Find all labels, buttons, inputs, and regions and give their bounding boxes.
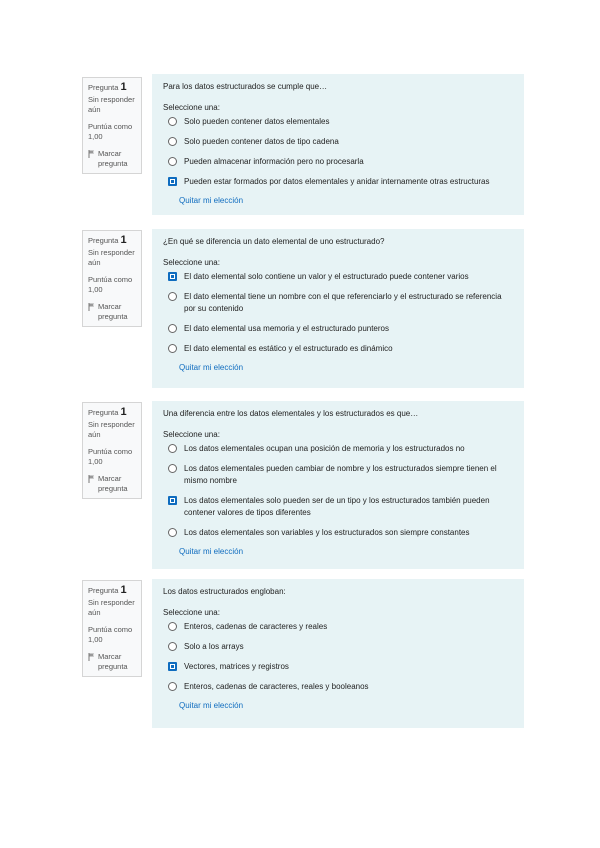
answer-option[interactable]: [163, 463, 513, 487]
answer-label: Los datos elementales pueden cambiar de nombre y los estructurados siempre tienen el mismo nombre: [184, 464, 497, 485]
flag-question-label: Marcar pregunta: [98, 652, 128, 671]
question-state: Sin responder aún: [88, 420, 135, 439]
flag-question-label: Marcar pregunta: [98, 302, 128, 321]
answer-prompt: Seleccione una:: [163, 608, 220, 617]
question-panel: [152, 579, 524, 728]
answer-prompt: Seleccione una:: [163, 103, 220, 112]
radio-button[interactable]: [168, 642, 177, 651]
question-panel: [152, 229, 524, 388]
answer-option[interactable]: [163, 495, 513, 519]
answer-option[interactable]: [163, 116, 513, 128]
radio-button-selected[interactable]: [168, 496, 177, 505]
answer-label: El dato elemental tiene un nombre con el que referenciarlo y el estructurado se referencia por su contenido: [184, 292, 502, 313]
question-grade: Puntúa como 1,00: [88, 625, 133, 644]
radio-button[interactable]: [168, 682, 177, 691]
question-state: Sin responder aún: [88, 95, 135, 114]
flag-icon: [88, 303, 95, 311]
answer-label: Los datos elementales ocupan una posición de memoria y los estructurados no: [184, 444, 465, 453]
question-state: Sin responder aún: [88, 598, 135, 617]
question-text: Los datos estructurados engloban:: [163, 587, 286, 596]
question-text: ¿En qué se diferencia un dato elemental de uno estructurado?: [163, 237, 385, 246]
radio-button[interactable]: [168, 444, 177, 453]
answer-label: El dato elemental usa memoria y el estructurado punteros: [184, 324, 389, 333]
radio-button[interactable]: [168, 117, 177, 126]
question-grade: Puntúa como 1,00: [88, 122, 133, 141]
flag-question-label: Marcar pregunta: [98, 474, 128, 493]
flag-question-label: Marcar pregunta: [98, 149, 128, 168]
answer-label: Vectores, matrices y registros: [184, 662, 289, 671]
answer-label: Enteros, cadenas de caracteres, reales y booleanos: [184, 682, 369, 691]
answer-option[interactable]: [163, 343, 513, 355]
answer-option[interactable]: [163, 621, 513, 633]
answer-label: El dato elemental es estático y el estructurado es dinámico: [184, 344, 393, 353]
radio-button[interactable]: [168, 137, 177, 146]
answer-label: Pueden almacenar información pero no procesarla: [184, 157, 364, 166]
question-label: Pregunta: [88, 83, 119, 92]
answer-option[interactable]: [163, 527, 513, 539]
question-text: Una diferencia entre los datos elementales y los estructurados es que…: [163, 409, 419, 418]
answer-option[interactable]: [163, 271, 513, 283]
answer-option[interactable]: [163, 156, 513, 168]
answer-option[interactable]: [163, 443, 513, 455]
radio-button[interactable]: [168, 344, 177, 353]
clear-choice-link[interactable]: Quitar mi elección: [179, 701, 244, 710]
answer-label: Solo pueden contener datos elementales: [184, 117, 330, 126]
question-state: Sin responder aún: [88, 248, 135, 267]
flag-icon: [88, 475, 95, 483]
question-number: 1: [120, 234, 127, 246]
flag-icon: [88, 653, 95, 661]
radio-button-selected[interactable]: [168, 662, 177, 671]
question-number: 1: [120, 406, 127, 418]
clear-choice-link[interactable]: Quitar mi elección: [179, 363, 244, 372]
answer-option[interactable]: [163, 136, 513, 148]
question-number: 1: [120, 81, 127, 93]
flag-question-link[interactable]: [88, 474, 136, 494]
answer-option[interactable]: [163, 291, 513, 315]
answer-label: Solo a los arrays: [184, 642, 244, 651]
question-grade: Puntúa como 1,00: [88, 447, 133, 466]
answer-option[interactable]: [163, 641, 513, 653]
radio-button[interactable]: [168, 324, 177, 333]
question-panel: [152, 401, 524, 569]
answer-label: Pueden estar formados por datos elementales y anidar internamente otras estructuras: [184, 177, 490, 186]
question-grade: Puntúa como 1,00: [88, 275, 133, 294]
answer-label: El dato elemental solo contiene un valor y el estructurado puede contener varios: [184, 272, 469, 281]
answer-option[interactable]: [163, 176, 513, 188]
radio-button[interactable]: [168, 292, 177, 301]
clear-choice-link[interactable]: Quitar mi elección: [179, 196, 244, 205]
question-number: 1: [120, 584, 127, 596]
answer-option[interactable]: [163, 681, 513, 693]
question-text: Para los datos estructurados se cumple que…: [163, 82, 328, 91]
flag-icon: [88, 150, 95, 158]
answer-label: Los datos elementales solo pueden ser de un tipo y los estructurados también pueden contener valores de tipos diferentes: [184, 496, 490, 517]
radio-button[interactable]: [168, 528, 177, 537]
question-info: [82, 580, 142, 677]
radio-button[interactable]: [168, 464, 177, 473]
answer-option[interactable]: [163, 661, 513, 673]
answer-label: Enteros, cadenas de caracteres y reales: [184, 622, 328, 631]
question-info: [82, 402, 142, 499]
flag-question-link[interactable]: [88, 302, 136, 322]
answer-prompt: Seleccione una:: [163, 258, 220, 267]
question-panel: [152, 74, 524, 215]
answer-label: Los datos elementales son variables y los estructurados son siempre constantes: [184, 528, 470, 537]
question-label: Pregunta: [88, 236, 119, 245]
question-label: Pregunta: [88, 586, 119, 595]
clear-choice-link[interactable]: Quitar mi elección: [179, 547, 244, 556]
radio-button[interactable]: [168, 622, 177, 631]
flag-question-link[interactable]: [88, 652, 136, 672]
radio-button[interactable]: [168, 157, 177, 166]
answer-label: Solo pueden contener datos de tipo cadena: [184, 137, 339, 146]
answer-option[interactable]: [163, 323, 513, 335]
flag-question-link[interactable]: [88, 149, 136, 169]
question-info: [82, 230, 142, 327]
question-label: Pregunta: [88, 408, 119, 417]
radio-button-selected[interactable]: [168, 177, 177, 186]
radio-button-selected[interactable]: [168, 272, 177, 281]
question-info: [82, 77, 142, 174]
answer-prompt: Seleccione una:: [163, 430, 220, 439]
